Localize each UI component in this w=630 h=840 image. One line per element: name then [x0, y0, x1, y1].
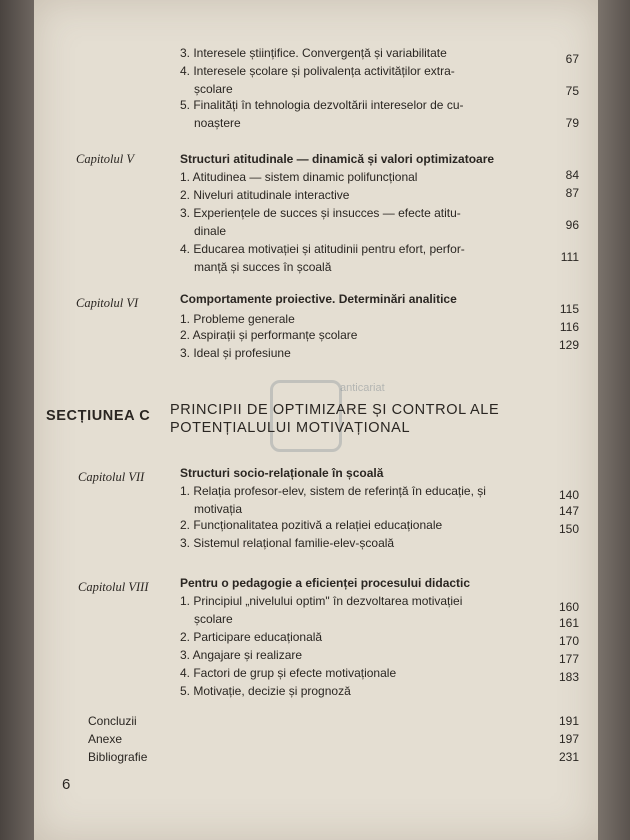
toc-entry: motivația: [194, 502, 243, 516]
toc-page-number: 191: [558, 714, 579, 728]
toc-page-number: 160: [558, 600, 579, 614]
back-matter-entry: Concluzii: [88, 714, 137, 728]
toc-entry: 4. Interesele școlare și polivalența activităților extra-: [180, 64, 455, 78]
toc-entry: 4. Educarea motivației și atitudinii pentru efort, perfor-: [180, 242, 465, 256]
back-matter-entry: Anexe: [88, 732, 123, 746]
toc-entry: 1. Atitudinea — sistem dinamic polifuncțional: [180, 170, 418, 184]
toc-page-number: 129: [558, 338, 579, 352]
toc-page-number: 150: [558, 522, 579, 536]
chapter-label: Capitolul V: [76, 152, 134, 166]
toc-entry: 2. Participare educațională: [180, 630, 323, 644]
toc-entry: noaștere: [194, 116, 241, 130]
toc-page-number: 231: [558, 750, 579, 764]
toc-entry: 3. Experiențele de succes și insucces — efecte atitu-: [180, 206, 461, 220]
section-title: POTENȚIALULUI MOTIVAȚIONAL: [170, 420, 411, 436]
toc-entry: 3. Sistemul relațional familie-elev-școală: [180, 536, 395, 550]
toc-page-number: 116: [559, 320, 579, 334]
back-matter-entry: Bibliografie: [88, 750, 148, 764]
toc-entry: 3. Angajare și realizare: [180, 648, 303, 662]
section-label: SECȚIUNEA C: [46, 408, 151, 424]
toc-entry: manță și succes în școală: [194, 260, 332, 274]
toc-page-number: 183: [558, 670, 579, 684]
toc-page-number: 115: [559, 302, 579, 316]
toc-entry: 2. Niveluri atitudinale interactive: [180, 188, 350, 202]
toc-entry: 4. Factori de grup și efecte motivaționale: [180, 666, 397, 680]
toc-entry: 5. Motivație, decizie și prognoză: [180, 684, 351, 698]
toc-page-number: 87: [565, 186, 579, 200]
right-background: [598, 0, 630, 840]
chapter-label: Capitolul VIII: [78, 580, 149, 594]
toc-page-number: 161: [558, 616, 579, 630]
toc-entry: 2. Funcționalitatea pozitivă a relației educaționale: [180, 518, 443, 532]
toc-page-number: 79: [565, 116, 579, 130]
toc-entry: 1. Principiul „nivelului optim" în dezvoltarea motivației: [180, 594, 463, 608]
page-number: 6: [62, 776, 71, 793]
toc-page-number: 67: [565, 52, 579, 66]
toc-page-number: 111: [560, 250, 579, 264]
toc-entry: 2. Aspirații și performanțe școlare: [180, 328, 358, 342]
toc-entry: 5. Finalități în tehnologia dezvoltării intereselor de cu-: [180, 98, 464, 112]
book-page: [34, 0, 598, 840]
toc-page-number: 84: [565, 168, 579, 182]
chapter-title: Pentru o pedagogie a eficienței procesului didactic: [180, 576, 471, 590]
chapter-title: Comportamente proiective. Determinări analitice: [180, 292, 457, 306]
left-background: [0, 0, 34, 840]
chapter-label: Capitolul VII: [78, 470, 145, 484]
toc-entry: 1. Relația profesor-elev, sistem de referință în educație, și: [180, 484, 486, 498]
toc-page-number: 147: [558, 504, 579, 518]
toc-page-number: 75: [565, 84, 579, 98]
toc-page-number: 177: [558, 652, 579, 666]
section-title: PRINCIPII DE OPTIMIZARE ȘI CONTROL ALE: [170, 402, 500, 418]
toc-page-number: 170: [558, 634, 579, 648]
chapter-label: Capitolul VI: [76, 296, 139, 310]
toc-entry: școlare: [194, 82, 233, 96]
toc-entry: 3. Ideal și profesiune: [180, 346, 291, 360]
toc-entry: 1. Probleme generale: [180, 312, 295, 326]
toc-page-number: 140: [558, 488, 579, 502]
toc-entry: dinale: [194, 224, 227, 238]
toc-entry: 3. Interesele științifice. Convergență și variabilitate: [180, 46, 447, 60]
toc-page-number: 197: [558, 732, 579, 746]
watermark-text: anticariat: [340, 382, 385, 394]
toc-page-number: 96: [565, 218, 579, 232]
chapter-title: Structuri atitudinale — dinamică și valori optimizatoare: [180, 152, 495, 166]
chapter-title: Structuri socio-relaționale în școală: [180, 466, 384, 480]
toc-entry: școlare: [194, 612, 233, 626]
